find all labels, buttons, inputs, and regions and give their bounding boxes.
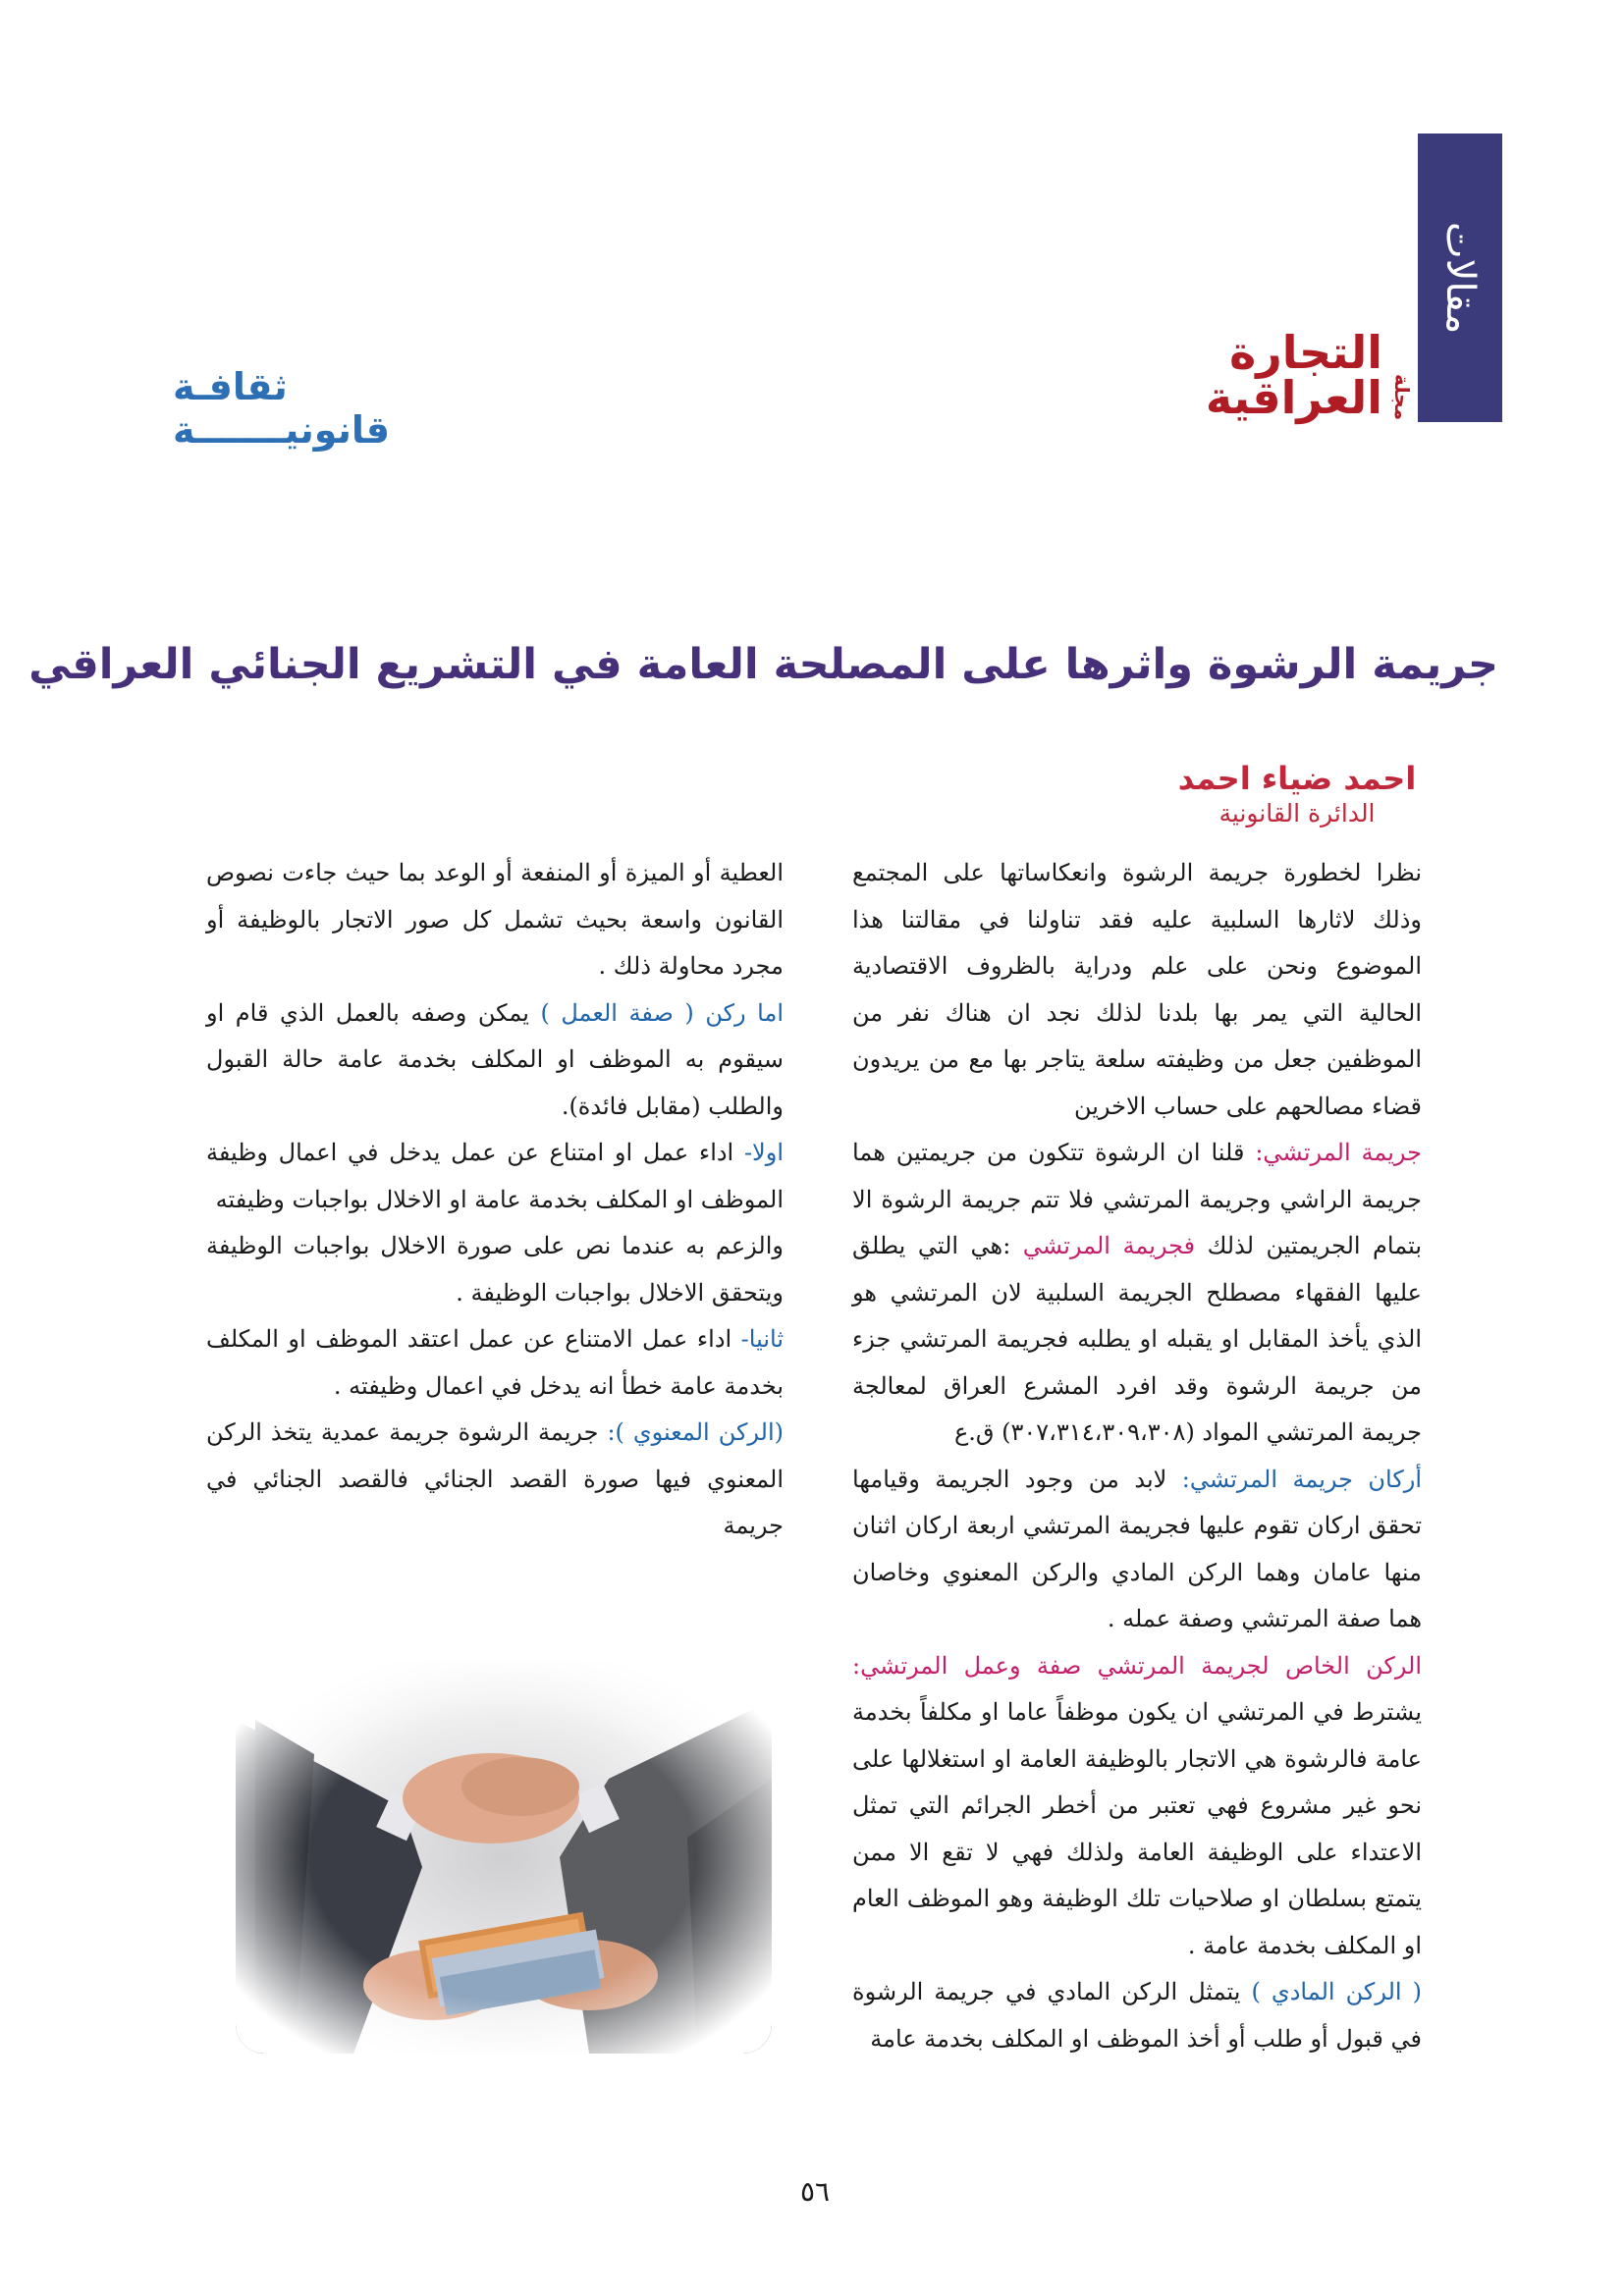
article-title: جريمة الرشوة واثرها على المصلحة العامة في التشريع الجنائي العراقي [28,640,1498,689]
paragraph: العطية أو الميزة أو المنفعة أو الوعد بما حيث جاءت نصوص القانون واسعة بحيث تشمل كل صور الاتجار بالوظيفة أو مجرد محاولة ذلك . [206,859,784,980]
paragraph [852,1643,1422,1970]
magazine-logo-title: التجارة العراقية [1205,326,1382,424]
paragraph-text: يشترط في المرتشي ان يكون موظفاً عاما او مكلفاً بخدمة عامة فالرشوة هي الاتجار بالوظيفة العامة او استغلالها على نحو غير مشروع فهي تعتبر من أخطر الجرائم التي تمثل الاعتداء على الوظيفة العامة ولذلك فهي لا تقع الا ممن يتمتع بسلطان او صلاحيات تلك الوظيفة وهو الموظف العام او المكلف بخدمة عامة . [852,1698,1422,1959]
paragraph-text: اداء عمل او امتناع عن عمل يدخل في اعمال وظيفة الموظف او المكلف بخدمة عامة او الاخلال بواجبات وظيفته [206,1139,784,1213]
paragraph [206,1410,784,1550]
paragraph-text: يمكن وصفه بالعمل الذي قام او سيقوم به الموظف او المكلف بخدمة عامة حالة القبول والطلب (مقابل فائدة). [206,998,784,1120]
handshake-money-illustration [236,1661,772,2054]
paragraph [206,1316,784,1410]
paragraph [206,990,784,1131]
paragraph [852,1969,1422,2062]
paragraph-text: جريمة الرشوة جريمة عمدية يتخذ الركن المعنوي فيها صورة القصد الجنائي فالقصد الجنائي في جريمة [206,1418,784,1539]
paragraph [852,1457,1422,1643]
section-tab-label: مقالات [1437,221,1483,335]
paragraph [206,1130,784,1223]
series-heading: ثقافـة قانونيـــــــة [173,365,390,452]
page-number: ٥٦ [799,2175,831,2208]
paragraph: نظرا لخطورة جريمة الرشوة وانعكاساتها على المجتمع وذلك لاثارها السلبية عليه فقد تناولنا في مقالتنا هذا الموضوع ونحن على علم ودراية بالظروف الاقتصادية الحالية التي يمر بها بلدنا لذلك نجد ان هناك نفر من الموظفين جعل من وظيفته سلعة يتاجر بها مع من يريدون قضاء مصالحهم على حساب الاخرين [852,859,1422,1120]
keyword: اما ركن ( صفة العمل ) [540,998,784,1027]
byline [1159,760,1435,828]
paragraph: والزعم به عندما نص على صورة الاخلال بواجبات الوظيفة ويتحقق الاخلال بواجبات الوظيفة . [206,1232,784,1307]
keyword: (الركن المعنوي ): [607,1418,784,1446]
author-name: احمد ضياء احمد [1177,760,1417,797]
author-department: الدائرة القانونية [1218,799,1376,828]
keyword: أركان جريمة المرتشي: [1181,1465,1423,1493]
right-column [852,850,1422,2062]
left-column [206,850,784,1550]
paragraph-text: لابد من وجود الجريمة وقيامها تحقق اركان تقوم عليها فجريمة المرتشي اربعة اركان اثنان منها عامان وهما الركن المادي والركن المعنوي وخاصان هما صفة المرتشي وصفة عمله . [852,1465,1422,1632]
section-tab [1418,133,1502,422]
handshake-money-photo [236,1661,772,2054]
magazine-logo-small: مجلة [1390,373,1414,420]
paragraph-text: قلنا ان الرشوة تتكون من جريمتين هما جريمة الراشي وجريمة المرتشي فلا تتم جريمة الرشوة الا بتمام الجريمتين لذلك [852,1139,1423,1259]
paragraph [852,1130,1422,1457]
keyword: ثانيا- [740,1325,784,1353]
keyword: جريمة المرتشي: [1255,1139,1423,1166]
magazine-logo [1098,326,1414,424]
keyword: ( الركن المادي ) [1251,1978,1423,2005]
paragraph-text: اداء عمل الامتناع عن عمل اعتقد الموظف او المكلف بخدمة عامة خطأ انه يدخل في اعمال وظيفته . [206,1325,784,1400]
paragraph-text: يتمثل الركن المادي في جريمة الرشوة في قبول أو طلب أو أخذ الموظف او المكلف بخدمة عامة [852,1978,1422,2053]
paragraph-text: :هي التي يطلق عليها الفقهاء مصطلح الجريمة السلبية لان المرتشي هو الذي يأخذ المقابل او يقبله او يطلبه فجريمة المرتشي جزء من جريمة الرشوة وقد افرد المشرع العراق لمعالجة جريمة المرتشي المواد (٣٠٧،٣١٤،٣٠٩،٣٠٨) ق.ع [852,1232,1422,1446]
keyword: اولا- [743,1139,784,1166]
keyword: الركن الخاص لجريمة المرتشي صفة وعمل المرتشي: [852,1651,1422,1680]
keyword: فجريمة المرتشي [1022,1232,1196,1259]
